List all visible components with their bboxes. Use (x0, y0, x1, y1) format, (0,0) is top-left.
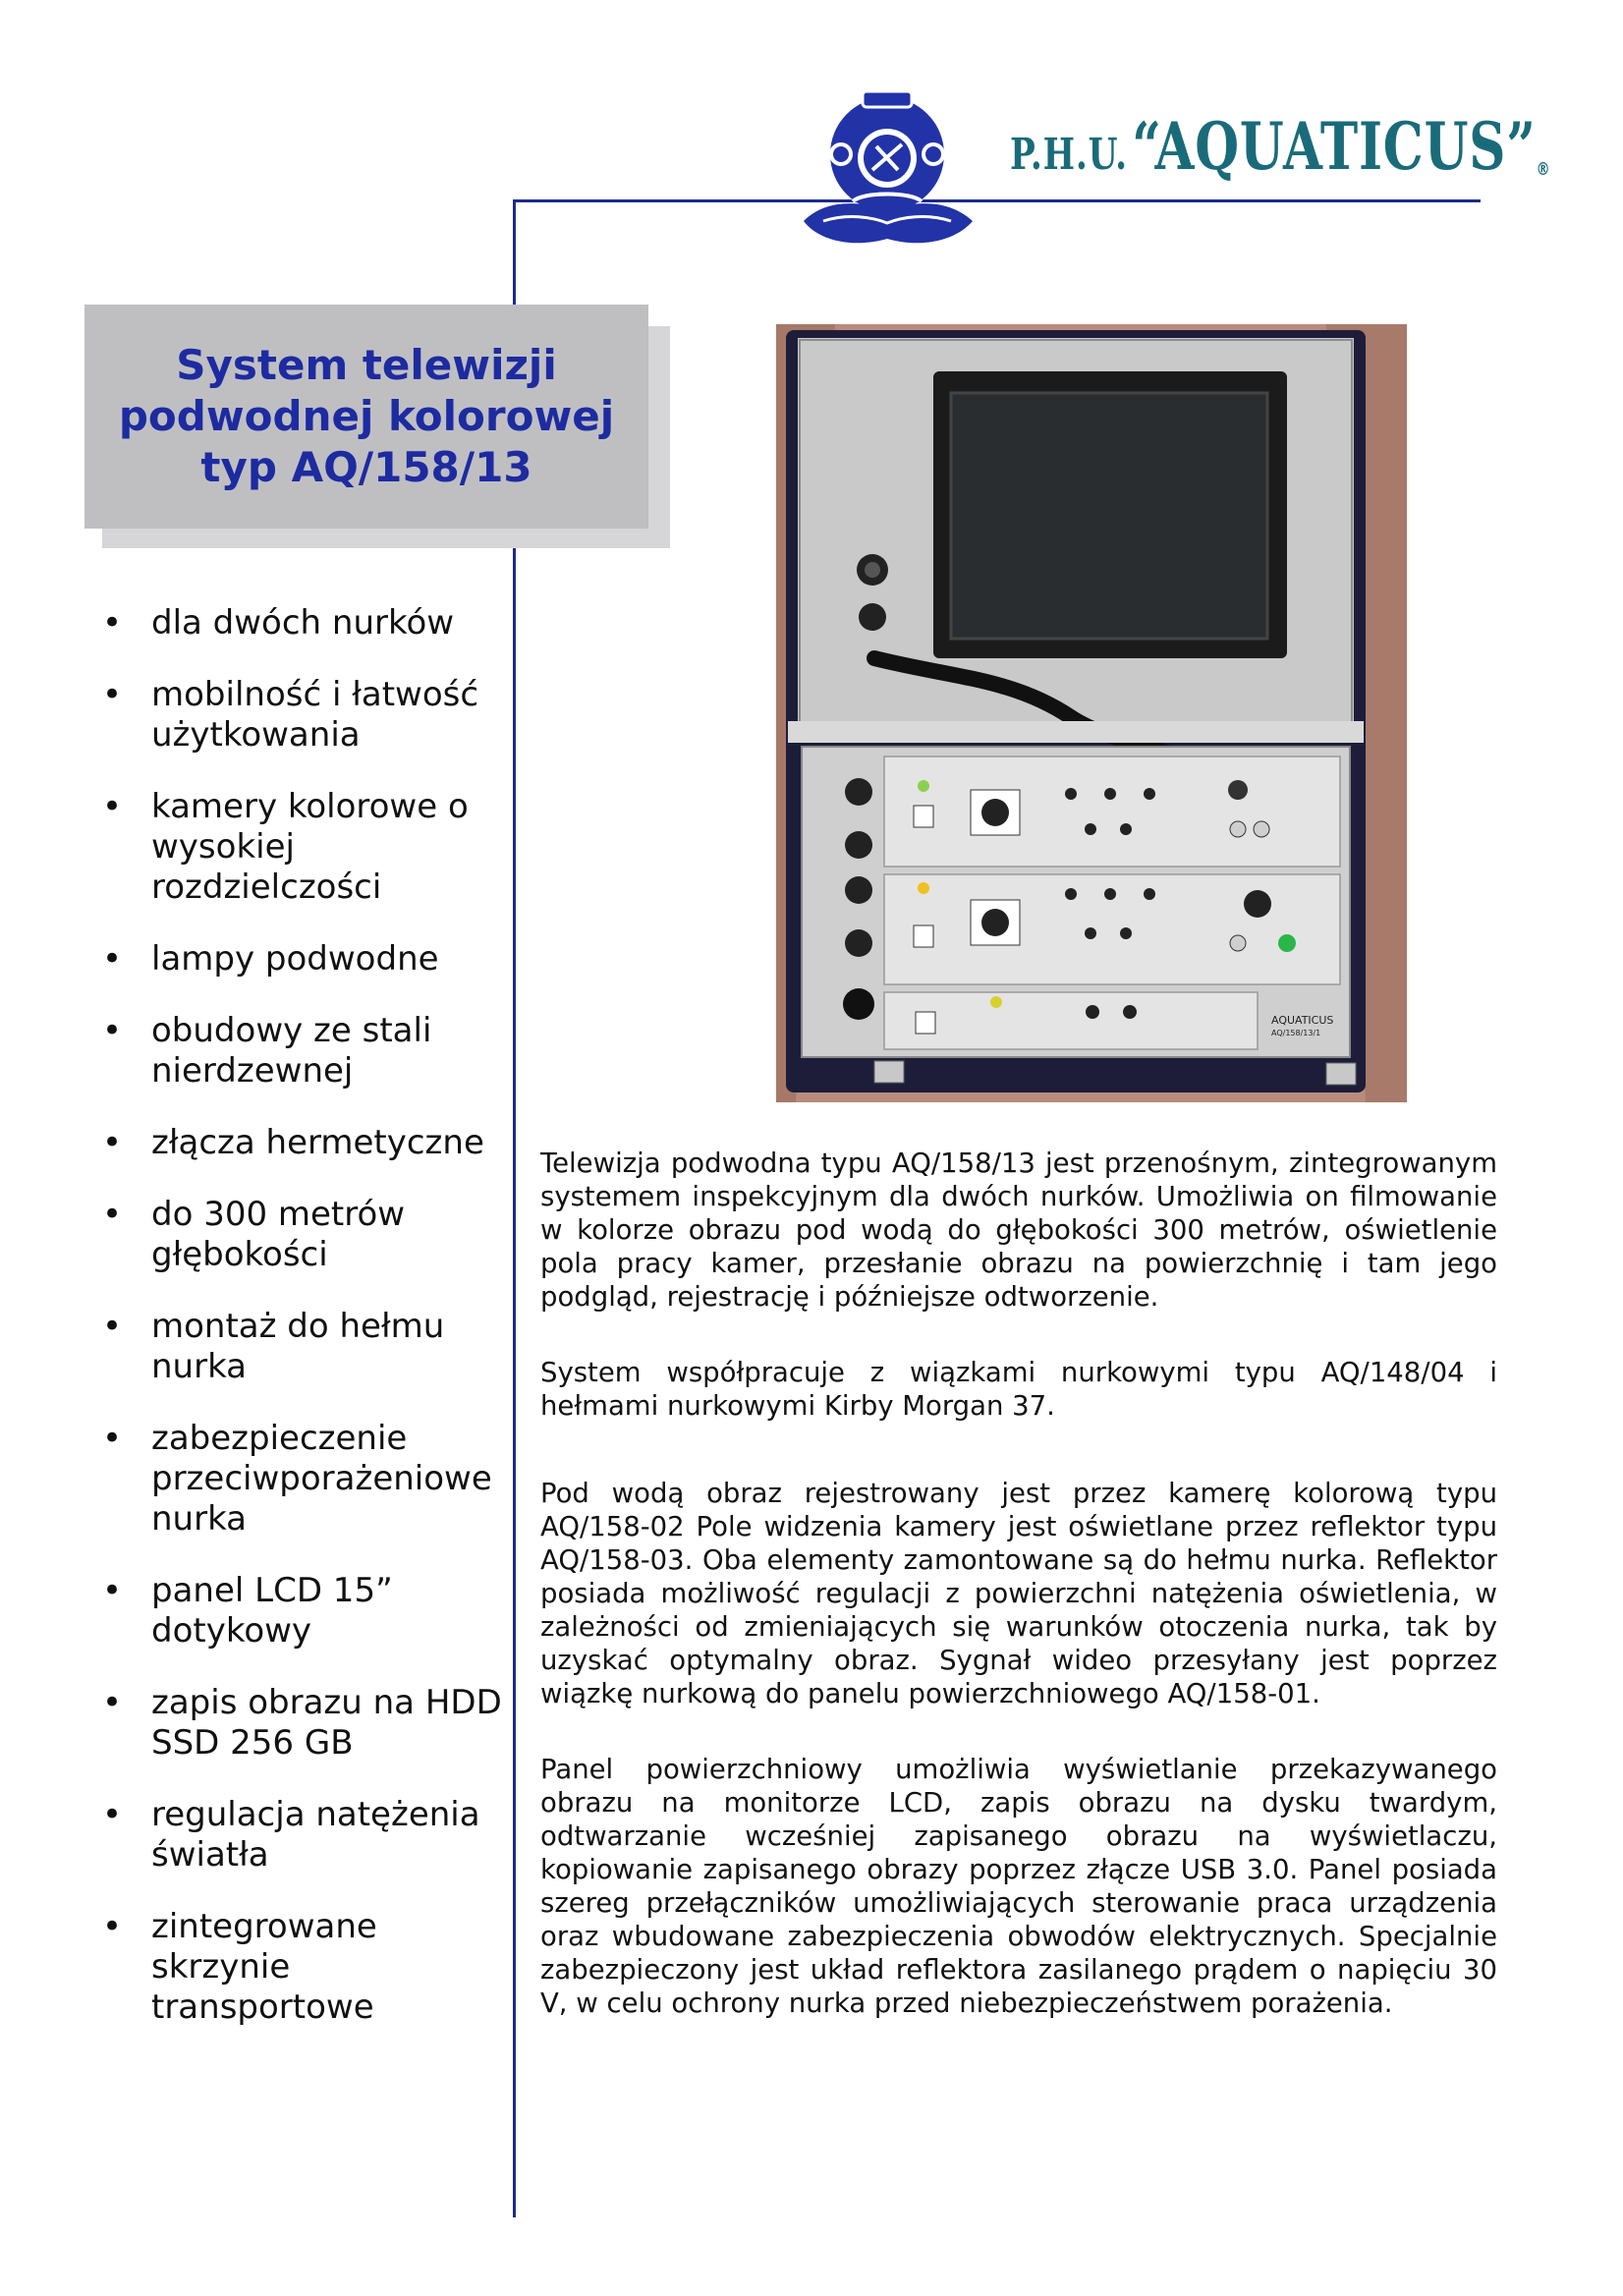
title-line-1: System telewizji (176, 341, 557, 389)
paragraph-compatibility: System współpracuje z wiązkami nurkowymi typu AQ/148/04 i hełmami nurkowymi Kirby Morgan 37. (540, 1357, 1497, 1422)
feature-item: • obudowy ze stali nierdzewnej (94, 1011, 507, 1092)
paragraph-camera: Pod wodą obraz rejestrowany jest przez kamerę kolorową typu AQ/158-02 Pole widzenia kamery jest oświetlane przez reflektor typu AQ/158-03. Oba elementy zamontowane są do hełmu nurka. Reflektor posiada możliwość regulacji z powierzchni natężenia oświetlenia, w zależności od zmieniających się warunków otoczenia nurka, tak by uzyskać optymalny obraz. Sygnał wideo przesyłany jest poprzez wiązkę nurkową do panelu powierzchniowego AQ/158-01. (540, 1478, 1497, 1709)
feature-item: • zintegrowane skrzynie transportowe (94, 1907, 507, 2028)
photo-brand-label: AQUATICUS (1271, 1014, 1334, 1027)
product-photo (776, 324, 1407, 1102)
company-name: “AQUATICUS” (1132, 108, 1537, 185)
header-rule (513, 199, 1481, 202)
company-brand (1010, 108, 1550, 185)
company-prefix: P.H.U. (1010, 130, 1128, 180)
feature-item: • mobilność i łatwość użytkowania (94, 675, 507, 756)
feature-item: • regulacja natężenia światła (94, 1795, 507, 1876)
title-box (84, 305, 648, 529)
feature-item: • panel LCD 15” dotykowy (94, 1571, 507, 1652)
registered-mark: ® (1536, 159, 1550, 180)
feature-item: • lampy podwodne (94, 939, 507, 980)
paragraph-intro: Telewizja podwodna typu AQ/158/13 jest przenośnym, zintegrowanym systemem inspekcyjnym dla dwóch nurków. Umożliwia on filmowanie w kolorze obrazu pod wodą do głębokości 300 metrów, oświetlenie pola pracy kamer, przesłanie obrazu na powierzchnię i tam jego podgląd, rejestrację i późniejsze odtworzenie. (540, 1148, 1497, 1313)
feature-item: • zapis obrazu na HDD SSD 256 GB (94, 1683, 507, 1764)
paragraph-panel: Panel powierzchniowy umożliwia wyświetlanie przekazywanego obrazu na monitorze LCD, zapis obrazu na dysku twardym, odtwarzanie wcześniej zapisanego obrazu na wyświetlaczu, kopiowanie zapisanego obrazy poprzez złącze USB 3.0. Panel posiada szereg przełączników umożliwiających sterowanie praca urządzenia oraz wbudowane zabezpieczenia obwodów elektrycznych. Specjalnie zabezpieczony jest układ reflektora zasilanego prądem o napięciu 30 V, w celu ochrony nurka przed niebezpieczeństwem porażenia. (540, 1754, 1497, 2019)
feature-list (94, 603, 507, 2059)
feature-item: • montaż do hełmu nurka (94, 1307, 507, 1387)
feature-item: • kamery kolorowe o wysokiej rozdzielczości (94, 787, 507, 908)
title-line-3: typ AQ/158/13 (200, 443, 532, 491)
title-line-2: podwodnej kolorowej (118, 392, 615, 440)
feature-item: • do 300 metrów głębokości (94, 1195, 507, 1275)
feature-item: • dla dwóch nurków (94, 603, 507, 644)
feature-item: • złącza hermetyczne (94, 1123, 507, 1163)
photo-model-label: AQ/158/13/1 (1271, 1029, 1321, 1037)
feature-item: • zabezpieczenie przeciwporażeniowe nurka (94, 1419, 507, 1540)
diving-helmet-icon (794, 84, 980, 255)
